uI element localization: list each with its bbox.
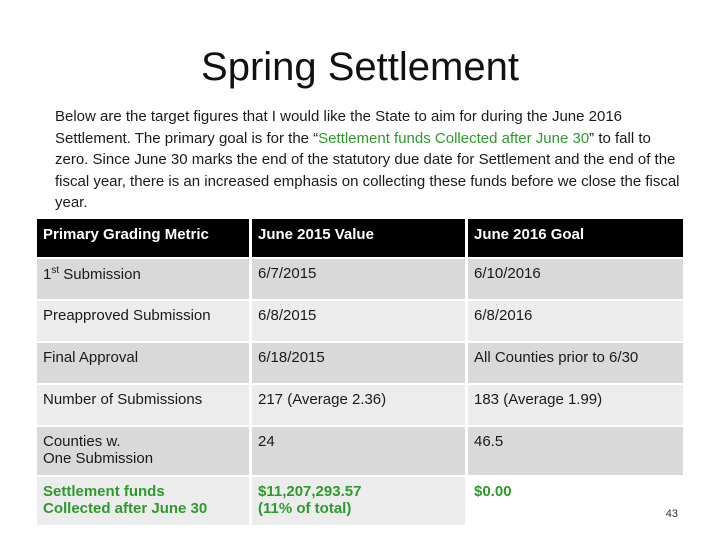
table-row: [37, 259, 683, 301]
metric-cell: Number of Submissions: [37, 385, 252, 427]
metric-suffix: Submission: [59, 266, 141, 283]
value-2015-cell: [252, 477, 468, 527]
value-line-1: $11,207,293.57: [258, 483, 362, 500]
metric-superscript: st: [51, 265, 60, 276]
metric-cell: [37, 477, 252, 527]
value-line-2: (11% of total): [258, 500, 352, 517]
table-row: [37, 385, 683, 427]
header-metric: Primary Grading Metric: [37, 219, 252, 259]
intro-text-after: ” to fall to zero. Since June 30 marks the end of the statutory due date for Settlement and the end of the fiscal year, there is an increased emphasis on collecting these funds before we close the fiscal year.: [55, 129, 680, 211]
metric-line-1: Counties w.: [43, 433, 121, 450]
goal-2016-cell: 6/10/2016: [468, 259, 683, 301]
table-row: [37, 477, 683, 527]
metric-line-2: Collected after June 30: [43, 500, 208, 517]
value-2015-cell: 6/8/2015: [252, 301, 468, 343]
metric-cell: [37, 427, 252, 477]
metric-cell: Final Approval: [37, 343, 252, 385]
table-row: [37, 343, 683, 385]
intro-highlight: Settlement funds Collected after June 30: [318, 129, 590, 147]
value-2015-cell: 6/7/2015: [252, 259, 468, 301]
table-row: [37, 427, 683, 477]
metric-cell: Preapproved Submission: [37, 301, 252, 343]
table-header-row: [37, 219, 683, 259]
value-2015-cell: 6/18/2015: [252, 343, 468, 385]
header-2016-goal: June 2016 Goal: [468, 219, 683, 259]
metrics-table: [37, 219, 683, 527]
goal-2016-cell: 183 (Average 1.99): [468, 385, 683, 427]
header-2015-value: June 2015 Value: [252, 219, 468, 259]
intro-text-before: Below are the target figures that I would like the State to aim for during the June 2016 Settlement. The primary goal is for the “: [55, 108, 623, 147]
value-2015-cell: 217 (Average 2.36): [252, 385, 468, 427]
page-title: Spring Settlement: [201, 45, 519, 89]
metric-line-2: One Submission: [43, 450, 154, 467]
page-number: 43: [665, 508, 678, 520]
goal-2016-cell: $0.00: [468, 477, 683, 527]
goal-2016-cell: 46.5: [468, 427, 683, 477]
goal-2016-cell: All Counties prior to 6/30: [468, 343, 683, 385]
metric-cell: [37, 259, 252, 301]
value-2015-cell: 24: [252, 427, 468, 477]
goal-2016-cell: 6/8/2016: [468, 301, 683, 343]
intro-paragraph: [55, 106, 685, 214]
metric-prefix: 1: [43, 266, 52, 283]
metric-line-1: Settlement funds: [43, 483, 165, 500]
table-row: [37, 301, 683, 343]
